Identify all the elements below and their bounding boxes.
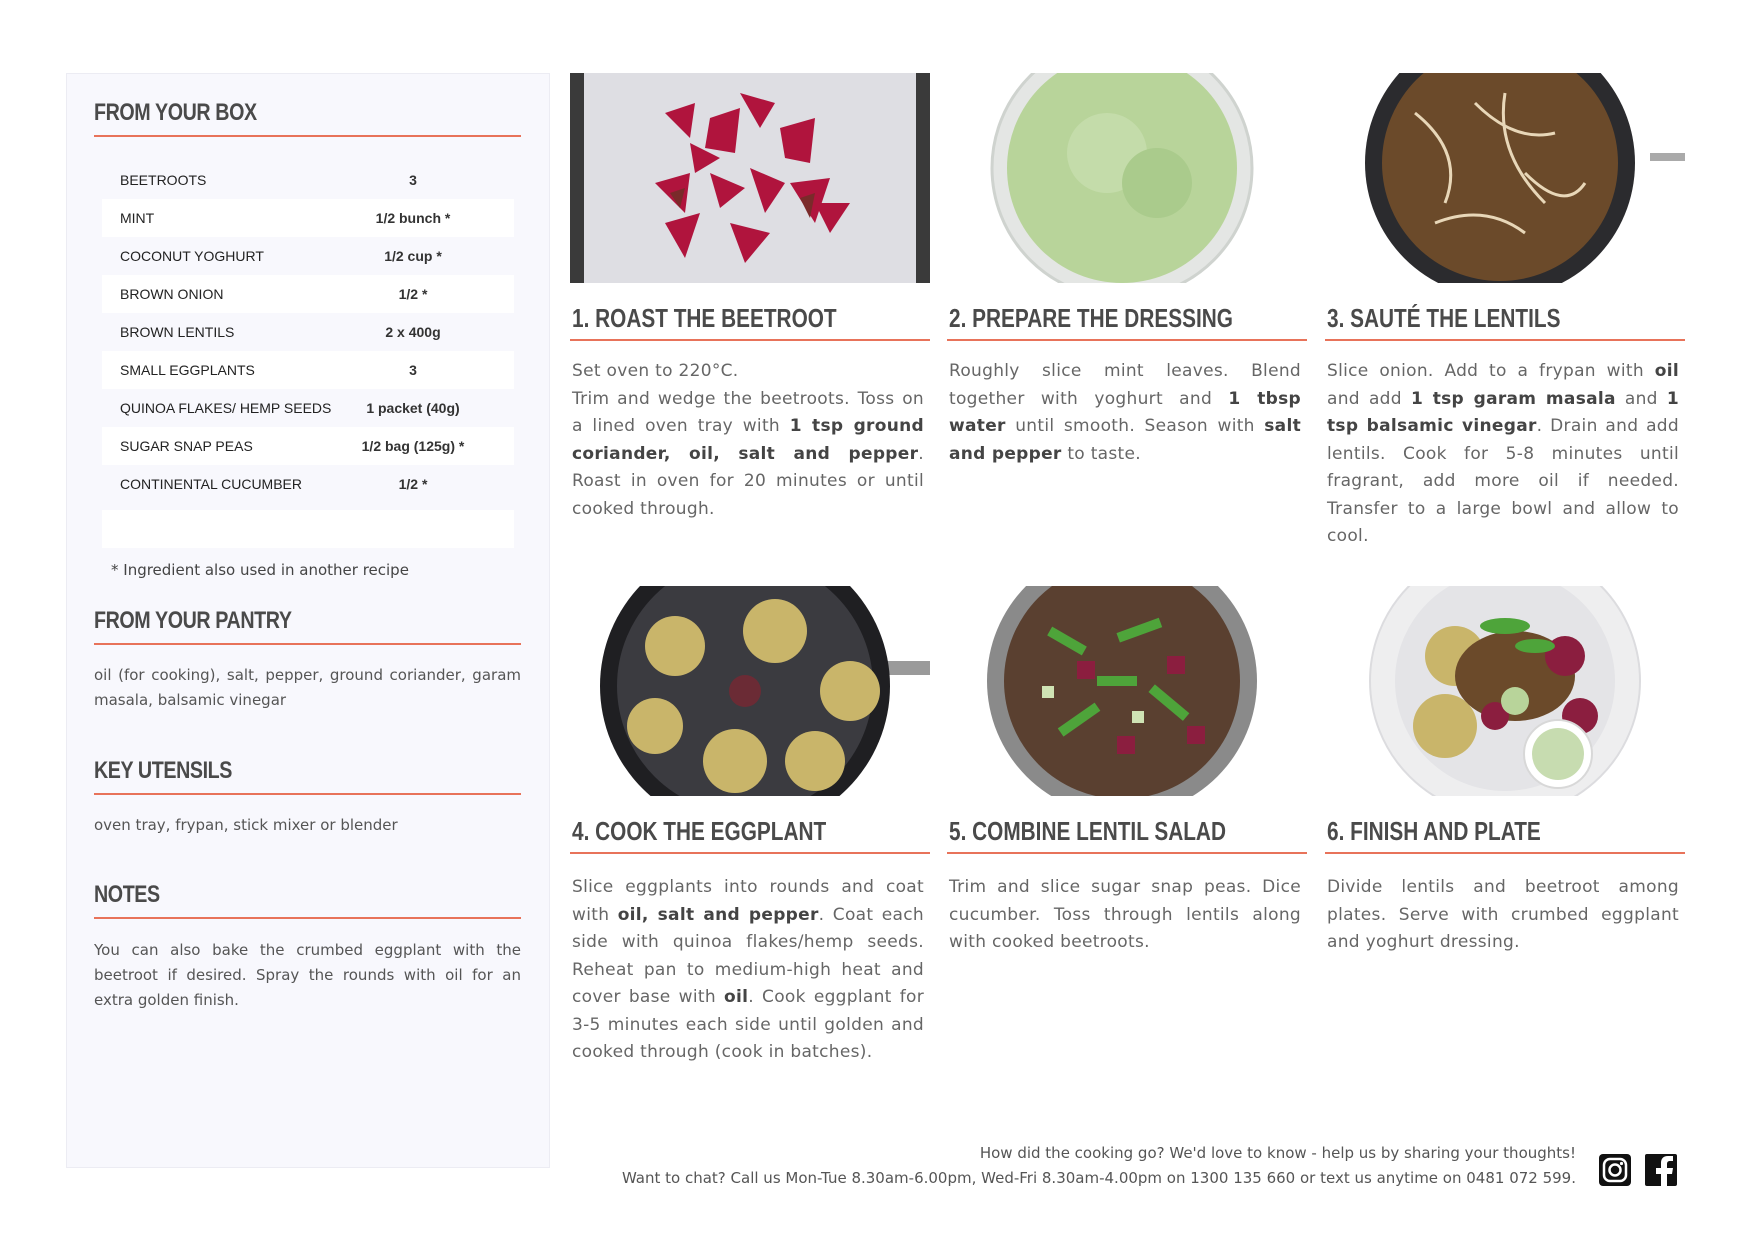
- step-text: Trim and slice sugar snap peas. Dice cucumber. Toss through lentils along with cooked beetroots.: [949, 877, 1301, 952]
- step-ingredient-highlight: 1 tbsp water: [949, 388, 1301, 436]
- ingredient-row: [102, 275, 514, 313]
- instagram-icon[interactable]: [1597, 1152, 1633, 1188]
- step-text: and add: [1327, 388, 1411, 409]
- step-rule: [947, 339, 1307, 341]
- ingredient-qty: 3: [409, 172, 417, 188]
- ingredient-row: [102, 199, 514, 237]
- ingredient-qty: 1/2 *: [398, 286, 428, 302]
- step-4-title: 4. COOK THE EGGPLANT: [572, 816, 827, 846]
- ingredient-row: [102, 313, 514, 351]
- ingredient-row: [102, 389, 514, 427]
- ingredient-name: CONTINENTAL CUCUMBER: [120, 476, 303, 492]
- ingredient-row: [102, 237, 514, 275]
- from-your-pantry-title: FROM YOUR PANTRY: [94, 607, 292, 634]
- step-3-title: 3. SAUTÉ THE LENTILS: [1327, 303, 1561, 333]
- step-rule: [1325, 852, 1685, 854]
- ingredient-qty: 1/2 bag (125g) *: [361, 438, 465, 454]
- ingredient-name: BROWN ONION: [120, 286, 224, 302]
- ingredient-row: [102, 351, 514, 389]
- ingredient-table: [102, 161, 514, 503]
- step-rule: [1325, 339, 1685, 341]
- step-5-body: [949, 874, 1301, 957]
- ingredients-sidebar: [66, 73, 550, 1168]
- section-rule: [94, 135, 521, 137]
- ingredient-note: * Ingredient also used in another recipe: [111, 561, 409, 579]
- ingredient-qty: 3: [409, 362, 417, 378]
- ingredient-row: [102, 465, 514, 503]
- step-2-title: 2. PREPARE THE DRESSING: [949, 303, 1233, 333]
- ingredient-name: BROWN LENTILS: [120, 324, 235, 340]
- step-1-title: 1. ROAST THE BEETROOT: [572, 303, 837, 333]
- footer-feedback: How did the cooking go? We'd love to know - help us by sharing your thoughts!: [979, 1144, 1576, 1162]
- step-ingredient-highlight: oil: [724, 987, 749, 1007]
- step-ingredient-highlight: 1 tsp balsamic vinegar: [1327, 388, 1679, 436]
- utensils-text: oven tray, frypan, stick mixer or blender: [94, 816, 398, 834]
- ingredient-name: BEETROOTS: [120, 172, 207, 188]
- facebook-icon[interactable]: [1643, 1152, 1679, 1188]
- ingredient-name: MINT: [120, 210, 155, 226]
- ingredient-qty: 1/2 bunch *: [375, 210, 451, 226]
- from-your-box-title: FROM YOUR BOX: [94, 99, 257, 126]
- step-text: Slice onion. Add to a frypan with: [1327, 361, 1655, 381]
- ingredient-qty: 1/2 cup *: [384, 248, 442, 264]
- step-text: . Roast in oven for 20 minutes or until cooked through.: [572, 443, 924, 519]
- step-rule: [570, 852, 930, 854]
- step-text: . Drain and add lentils. Cook for 5-8 minutes until fragrant, add more oil if needed. Transfer to a large bowl and allow to cool.: [1327, 416, 1679, 546]
- ingredient-name: COCONUT YOGHURT: [120, 248, 264, 264]
- ingredient-qty: 1/2 *: [398, 476, 428, 492]
- step-rule: [570, 339, 930, 341]
- step-6-title: 6. FINISH AND PLATE: [1327, 816, 1541, 846]
- notes-title: NOTES: [94, 881, 160, 908]
- pantry-text: oil (for cooking), salt, pepper, ground coriander, garam masala, balsamic vinegar: [94, 666, 521, 709]
- section-rule: [94, 643, 521, 645]
- ingredient-name: QUINOA FLAKES/ HEMP SEEDS: [120, 400, 332, 416]
- ingredient-table-empty-row: [102, 510, 514, 548]
- section-rule: [94, 917, 521, 919]
- key-utensils-title: KEY UTENSILS: [94, 757, 232, 784]
- step-ingredient-highlight: 1 tsp garam masala: [1410, 388, 1616, 409]
- ingredient-row: [102, 427, 514, 465]
- crumbed-eggplant-photo: [570, 586, 930, 796]
- step-text: and: [1615, 388, 1667, 409]
- ingredient-name: SMALL EGGPLANTS: [120, 362, 255, 378]
- ingredient-row: [102, 161, 514, 199]
- step-1-body: [572, 358, 924, 523]
- step-text: until smooth. Season with: [1005, 416, 1265, 436]
- section-rule: [94, 793, 521, 795]
- step-ingredient-highlight: 1 tsp ground coriander, oil, salt and pepper: [572, 416, 924, 464]
- step-4-body: [572, 874, 924, 1067]
- lentil-salad-photo: [947, 586, 1307, 796]
- footer-contact: Want to chat? Call us Mon-Tue 8.30am-6.00pm, Wed-Fri 8.30am-4.00pm on 1300 135 660 or text us anytime on 0481 072 599.: [621, 1169, 1576, 1187]
- step-2-body: [949, 358, 1301, 468]
- step-ingredient-highlight: salt and pepper: [949, 416, 1301, 464]
- mint-dressing-photo: [947, 73, 1307, 283]
- step-text: Divide lentils and beetroot among plates. Serve with crumbed eggplant and yoghurt dressing.: [1327, 877, 1679, 952]
- step-text: Roughly slice mint leaves. Blend together with yoghurt and: [949, 361, 1301, 409]
- step-text: to taste.: [1061, 443, 1141, 464]
- roasted-beetroot-photo: [570, 73, 930, 283]
- ingredient-qty: 1 packet (40g): [366, 400, 460, 416]
- step-text: Slice eggplants into rounds and coat with: [572, 877, 924, 925]
- step-ingredient-highlight: oil, salt and pepper: [617, 904, 819, 925]
- ingredient-name: SUGAR SNAP PEAS: [120, 438, 253, 454]
- plated-dish-photo: [1325, 586, 1685, 796]
- ingredient-qty: 2 x 400g: [385, 324, 441, 340]
- step-6-body: [1327, 874, 1679, 957]
- step-3-body: [1327, 358, 1679, 551]
- sauteed-lentils-photo: [1325, 73, 1685, 283]
- step-text: . Cook eggplant for 3-5 minutes each side until golden and cooked through (cook in batches).: [572, 987, 924, 1062]
- step-rule: [947, 852, 1307, 854]
- step-5-title: 5. COMBINE LENTIL SALAD: [949, 816, 1226, 846]
- notes-text: You can also bake the crumbed eggplant with the beetroot if desired. Spray the rounds with oil for an extra golden finish.: [94, 941, 521, 1009]
- step-ingredient-highlight: oil: [1654, 361, 1679, 381]
- step-text: . Coat each side with quinoa flakes/hemp seeds. Reheat pan to medium-high heat and cover base with: [572, 904, 924, 1007]
- step-text: Set oven to 220°C. Trim and wedge the beetroots. Toss on a lined oven tray with: [572, 361, 924, 436]
